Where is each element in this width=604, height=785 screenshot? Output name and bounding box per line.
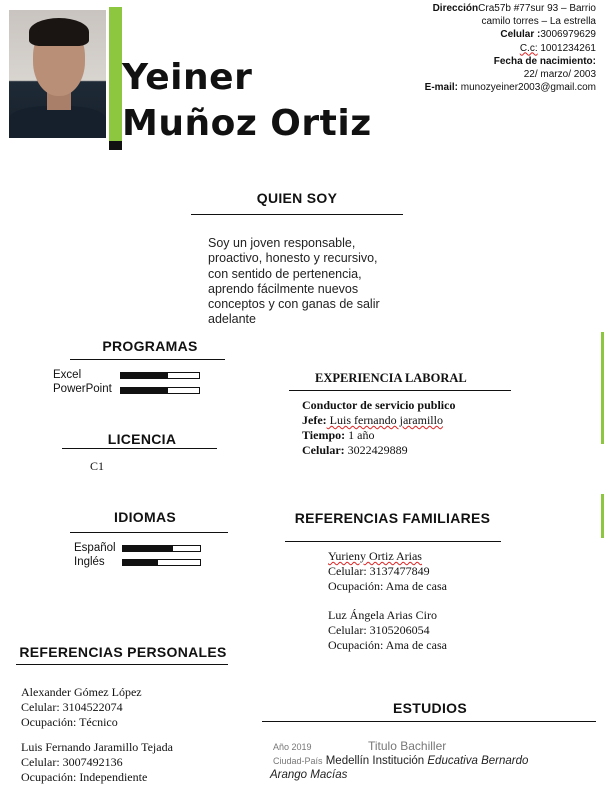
ref-familiar-celular: Celular: 3105206054 (328, 623, 430, 637)
quien-soy-rule (191, 214, 403, 215)
experiencia-block (302, 398, 542, 458)
estudios-title: ESTUDIOS (393, 700, 467, 716)
accent-bar (109, 7, 122, 141)
ref-personal-celular: Celular: 3007492136 (21, 755, 123, 769)
quien-soy-title: QUIEN SOY (256, 190, 338, 206)
ref-familiar-ocupacion: Ocupación: Ama de casa (328, 579, 447, 593)
email-value: munozyeiner2003@gmail.com (460, 82, 596, 94)
licencia-title: LICENCIA (107, 431, 177, 447)
quien-soy-line: aprendo fácilmente nuevos (208, 281, 359, 296)
quien-soy-line: adelante (208, 312, 256, 327)
estudios-anio: Año 2019 (273, 742, 312, 752)
jefe-value: Luis fernando jaramillo (326, 413, 443, 427)
skill-powerpoint-bar (120, 387, 200, 394)
estudios-rule (262, 721, 596, 722)
direccion-label: Dirección (432, 3, 479, 14)
lang-ingles-bar (122, 559, 201, 566)
experiencia-rule (289, 390, 511, 391)
nacimiento-value: 22/ marzo/ 2003 (523, 69, 596, 81)
lang-espanol-bar (122, 545, 201, 552)
ref-personales-rule (16, 664, 228, 665)
estudios-ciudad-label: Ciudad-País (273, 756, 323, 766)
estudios-detalle (270, 754, 573, 782)
lang-espanol-label: Español (74, 542, 116, 554)
ref-familiar-name: Luz Ángela Arias Ciro (328, 608, 437, 622)
experiencia-cargo: Conductor de servicio publico (302, 398, 456, 412)
skill-powerpoint-label: PowerPoint (53, 383, 112, 395)
quien-soy-line: conceptos y con ganas de salir (208, 297, 380, 312)
ref-personal-ocupacion: Ocupación: Independiente (21, 770, 148, 784)
estudios-institucion-name-2: Arango Macías (270, 769, 348, 781)
ref-familiares-rule (285, 541, 501, 542)
email-label: E-mail: (424, 82, 461, 94)
ref-personal-ocupacion: Ocupación: Técnico (21, 715, 118, 729)
ref-familiar-ocupacion: Ocupación: Ama de casa (328, 638, 447, 652)
ref-familiar-2 (328, 608, 568, 653)
tiempo-label: Tiempo: (302, 428, 346, 442)
ref-familiares-title: REFERENCIAS FAMILIARES (294, 510, 491, 526)
ref-personal-name: Alexander Gómez López (21, 685, 142, 699)
ref-familiar-name: Yurieny Ortiz Arias (328, 549, 422, 563)
licencia-rule (62, 448, 217, 449)
ref-personales-title: REFERENCIAS PERSONALES (19, 644, 227, 660)
estudios-institucion-label: Institución (369, 755, 428, 767)
name-last: Muñoz Ortiz (122, 103, 372, 144)
celular-label: Celular : (500, 29, 541, 41)
quien-soy-text (208, 236, 428, 328)
ref-familiar-celular: Celular: 3137477849 (328, 564, 430, 578)
profile-photo (9, 10, 106, 138)
idiomas-rule (70, 532, 228, 533)
direccion-value: Cra57b #77sur 93 – Barrio (478, 3, 596, 14)
quien-soy-line: con sentido de pertenencia, (208, 266, 362, 281)
ref-personal-1 (21, 685, 261, 730)
quien-soy-line: Soy un joven responsable, (208, 236, 356, 250)
direccion-value-2: camilo torres – La estrella (481, 16, 596, 28)
tiempo-value: 1 año (345, 428, 375, 442)
estudios-ciudad: Medellín (322, 755, 370, 767)
celular-value: 3006979629 (540, 29, 596, 41)
skill-excel-bar (120, 372, 200, 379)
name-first: Yeiner (122, 57, 253, 98)
experiencia-title: EXPERIENCIA LABORAL (315, 371, 467, 385)
exp-celular-label: Celular: (302, 443, 345, 457)
programas-title: PROGRAMAS (102, 338, 198, 354)
exp-celular-value: 3022429889 (344, 443, 408, 457)
skill-excel-label: Excel (53, 369, 82, 381)
lang-ingles-label: Inglés (74, 556, 105, 568)
idiomas-title: IDIOMAS (114, 509, 176, 525)
nacimiento-label: Fecha de nacimiento: (493, 55, 596, 67)
quien-soy-line: proactivo, honesto y recursivo, (208, 251, 378, 266)
estudios-titulo: Titulo Bachiller (368, 739, 447, 753)
estudios-institucion-name: Educativa Bernardo (427, 755, 529, 767)
jefe-label: Jefe: (302, 413, 327, 427)
ref-personal-celular: Celular: 3104522074 (21, 700, 123, 714)
programas-rule (70, 359, 225, 360)
ref-personal-2 (21, 740, 261, 785)
cc-value: 1001234261 (537, 42, 596, 54)
contact-block (376, 2, 596, 94)
accent-bar-end (109, 141, 122, 150)
ref-familiar-1 (328, 549, 568, 594)
ref-personal-name: Luis Fernando Jaramillo Tejada (21, 740, 173, 754)
cc-label: C.c: (519, 42, 538, 54)
licencia-value: C1 (90, 459, 105, 473)
